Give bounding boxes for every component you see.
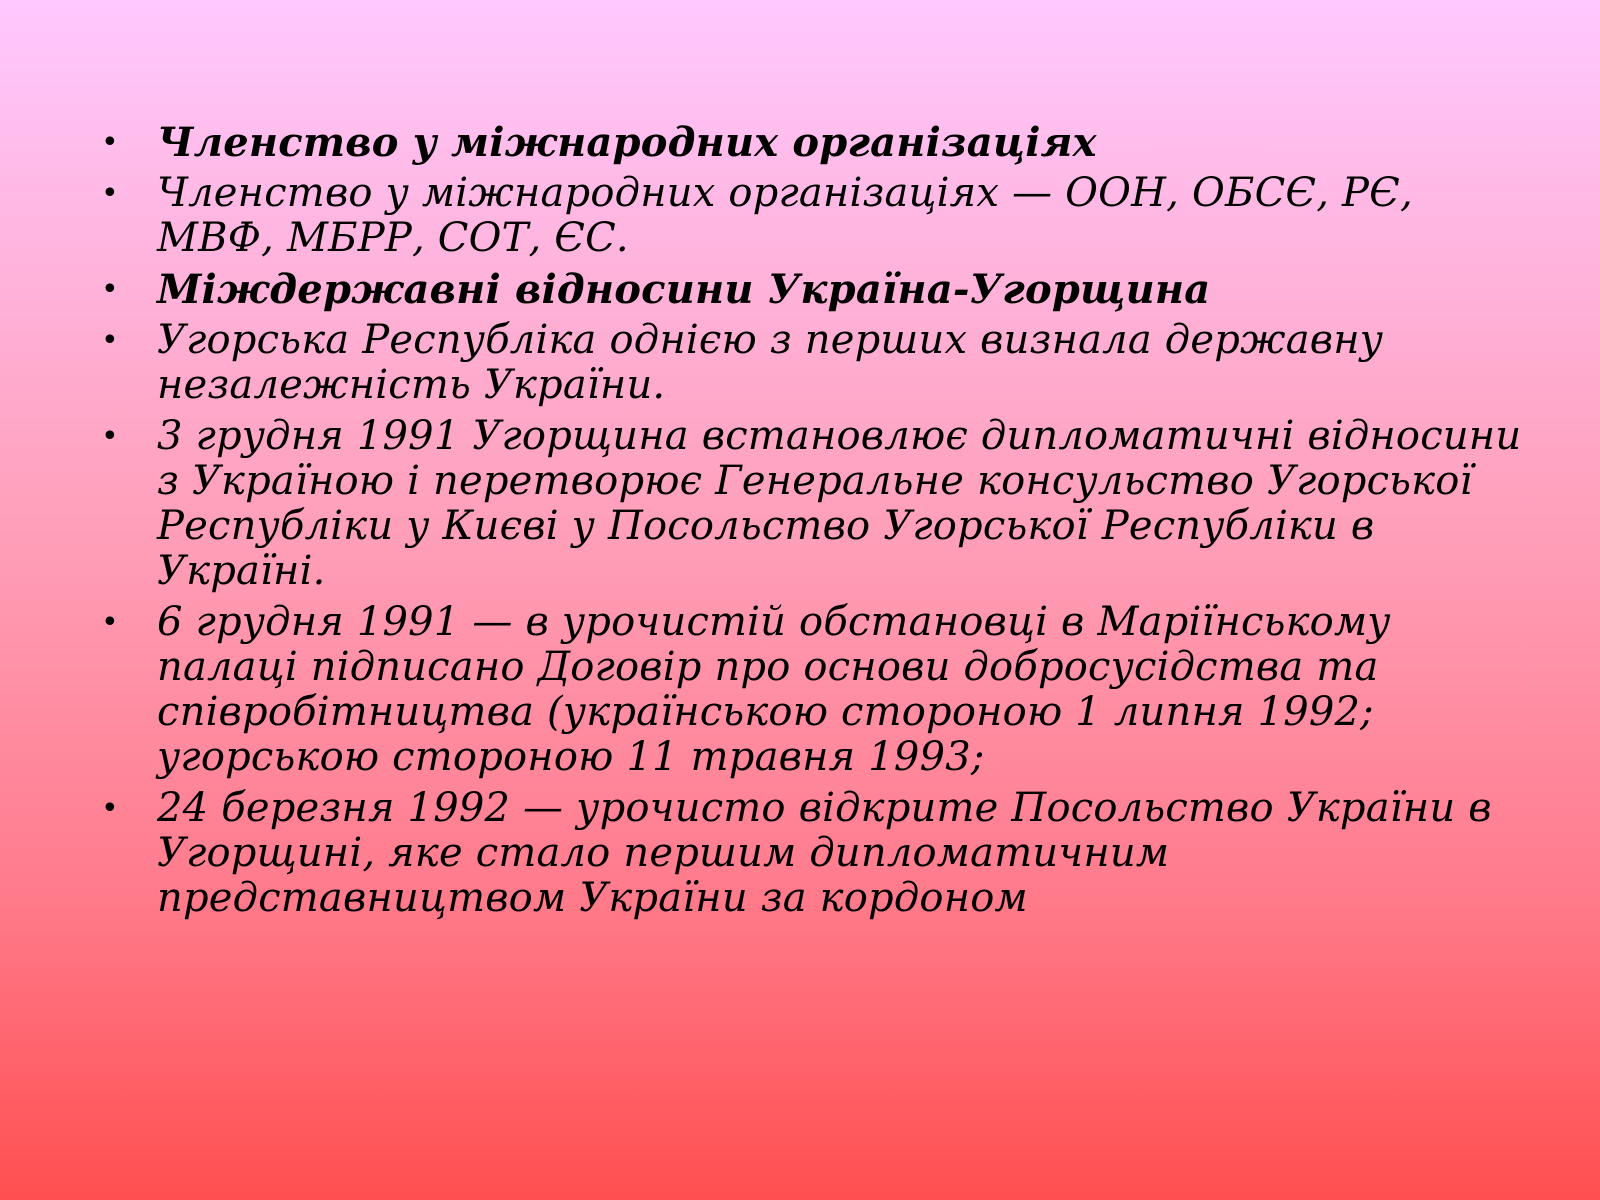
bullet-item-embassy [95,786,1535,921]
bullet-text: Міждержавні відносини Україна-Угорщина [157,266,1211,313]
bullet-text: 24 березня 1992 — урочисто відкрите Посольство України в Угорщині, яке стало першим дипломатичним представництвом України за кордоном [157,785,1492,921]
bullet-item-relations-heading [95,267,1535,312]
bullet-text: Угорська Республіка однією з перших визнала державну незалежність України. [157,317,1384,408]
bullet-dot-icon: • [101,272,119,307]
bullet-dot-icon: • [101,125,119,160]
bullet-item-membership-heading [95,120,1535,165]
bullet-item-membership-list [95,171,1535,261]
bullet-text: 6 грудня 1991 — в урочистій обстановці в Маріїнському палаці підписано Договір про основи добросусідства та співробітництва (українською стороною 1 липня 1992; угорською стороною 11 травня 1993; [157,599,1391,780]
bullet-item-recognition [95,318,1535,408]
bullet-text: Членство у міжнародних організаціях — ООН, ОБСЄ, РЄ, МВФ, МБРР, СОТ, ЄС. [157,170,1413,261]
bullet-text: Членство у міжнародних організаціях [157,119,1097,166]
bullet-dot-icon: • [101,791,119,826]
bullet-item-treaty [95,600,1535,780]
bullet-dot-icon: • [101,323,119,358]
bullet-dot-icon: • [101,176,119,211]
bullet-dot-icon: • [101,419,119,454]
bullet-text: 3 грудня 1991 Угорщина встановлює дипломатичні відносини з Україною і перетворює Генеральне консульство Угорської Республіки у Києві у Посольство Угорської Республіки в Україні. [157,413,1522,594]
bullet-dot-icon: • [101,605,119,640]
bullet-list [95,120,1535,927]
bullet-item-diplomatic-relations [95,414,1535,594]
